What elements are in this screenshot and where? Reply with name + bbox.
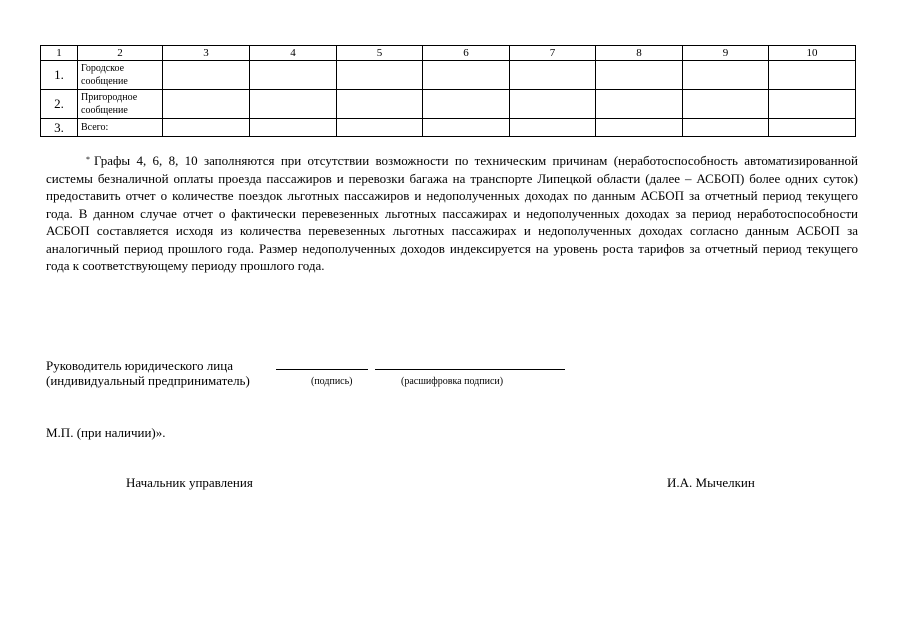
row-number: 2. [41,90,78,119]
header-cell: 8 [596,46,683,61]
report-table [40,45,856,137]
table-cell [423,61,510,90]
table-cell [596,119,683,137]
table-cell [510,90,596,119]
table-cell [596,90,683,119]
head-title: Начальник управления [126,475,253,490]
table-cell [423,90,510,119]
header-cell: 4 [250,46,337,61]
header-cell: 10 [769,46,856,61]
table-cell [769,61,856,90]
header-cell: 5 [337,46,423,61]
signature-decode-blank [375,369,565,370]
row-label: Городское сообщение [78,61,163,90]
header-cell: 2 [78,46,163,61]
table-cell [250,61,337,90]
table-cell [683,61,769,90]
table-cell [683,119,769,137]
table-cell [250,119,337,137]
footnote [46,152,858,275]
decode-caption: (расшифровка подписи) [401,376,504,387]
signature-caption: (подпись) [311,376,353,387]
table-row [41,61,856,90]
table-cell [510,119,596,137]
header-cell: 9 [683,46,769,61]
table-cell [510,61,596,90]
head-name: И.А. Мычелкин [667,475,755,490]
row-number: 3. [41,119,78,137]
table-cell [423,119,510,137]
table-cell [596,61,683,90]
row-label: Всего: [78,119,163,137]
footnote-marker: * [86,155,90,164]
table-cell [163,61,250,90]
header-cell: 1 [41,46,78,61]
signature-line-2: (индивидуальный предприниматель) [46,373,250,388]
table-cell [337,90,423,119]
table-header-row [41,46,856,61]
table-cell [769,119,856,137]
table-cell [163,119,250,137]
table-cell [337,119,423,137]
header-cell: 3 [163,46,250,61]
stamp-place: М.П. (при наличии)». [46,425,166,440]
header-cell: 7 [510,46,596,61]
table-cell [337,61,423,90]
signature-line-1: Руководитель юридического лица [46,358,233,373]
row-number: 1. [41,61,78,90]
table-cell [683,90,769,119]
table-cell [250,90,337,119]
table-cell [769,90,856,119]
header-cell: 6 [423,46,510,61]
row-label: Пригородное сообщение [78,90,163,119]
table-row [41,90,856,119]
table-cell [163,90,250,119]
signature-blank [276,369,368,370]
table-row [41,119,856,137]
footnote-text: Графы 4, 6, 8, 10 заполняются при отсутствии возможности по техническим причинам (неработоспособность автоматизированной системы безналичной оплаты проезда пассажиров и перевозки багажа на транспорте Липецкой области (далее – АСБОП) более одних суток) предоставить отчет о количестве поездок льготных пассажиров и недополученных доходах по данным АСБОП за отчетный период текущего года. В данном случае отчет о фактически перевезенных льготных пассажирах и недополученных доходах за период неработоспособности АСБОП составляется исходя из количества перевезенных льготных пассажирах и недополученных доходах согласно данным АСБОП за аналогичный период прошлого года. Размер недополученных доходов индексируется на уровень роста тарифов за отчетный период текущего года к соответствующему периоду прошлого года. [46,153,858,273]
